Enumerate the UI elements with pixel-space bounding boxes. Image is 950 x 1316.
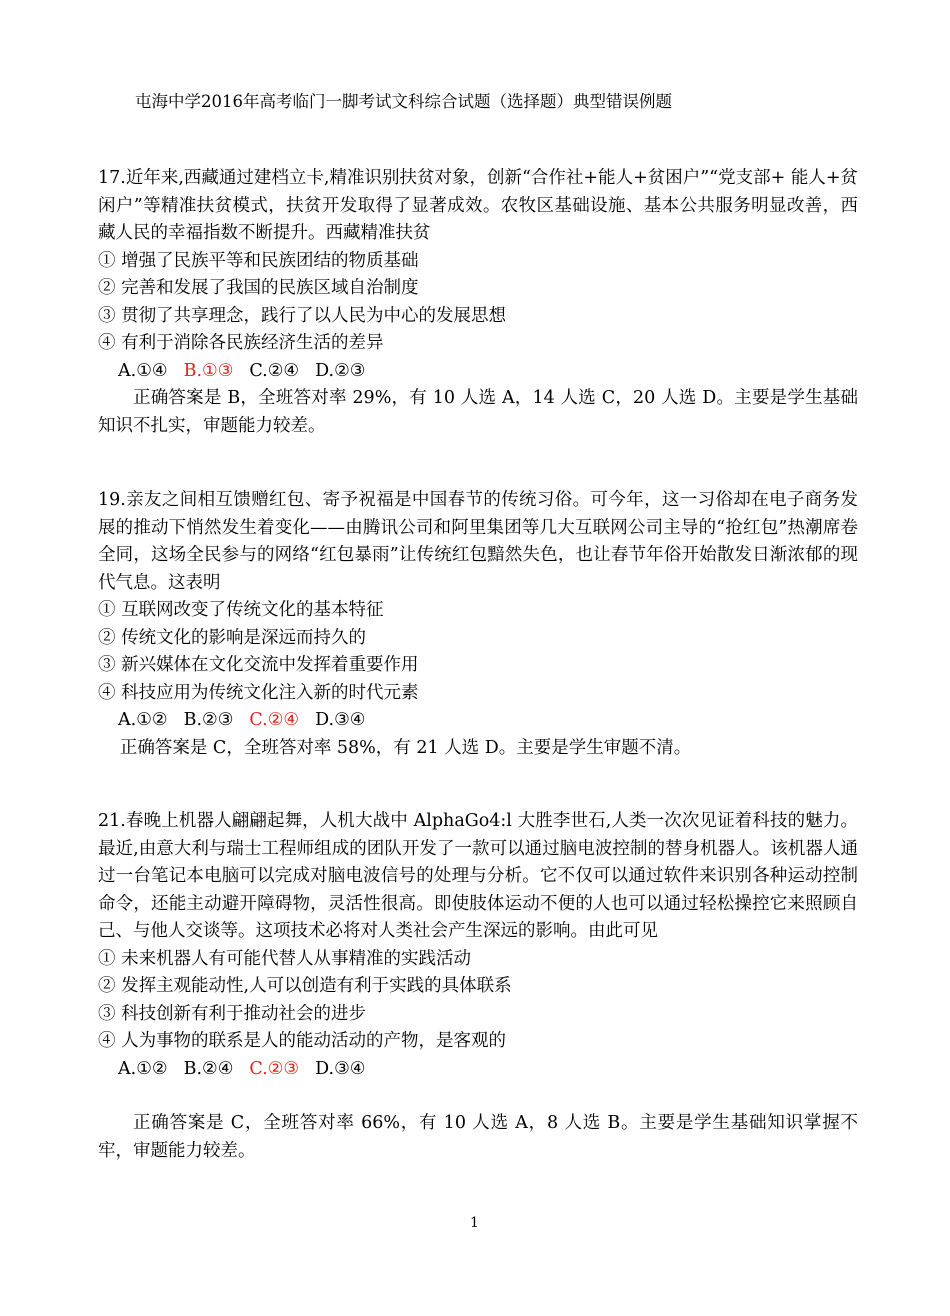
choice-c-correct: C.②④ — [249, 710, 300, 730]
question-stem: 21.春晚上机器人翩翩起舞，人机大战中 AlphaGo4:l 大胜李世石,人类一次次见证着科技的魅力。最近,由意大利与瑞士工程师组成的团队开发了一款可以通过脑电波控制的替身机器人。该机器人通过一台笔记本电脑可以完成对脑电波信号的处理与分析。它不仅可以通过软件来识别各种运动控制命令，还能主动避开障碍物，灵活性很高。即使肢体运动不便的人也可以通过轻松操控它来照顾自己、与他人交谈等。这项技术必将对人类社会产生深远的影响。由此可见 — [98, 811, 858, 941]
question-stem: 19.亲友之间相互馈赠红包、寄予祝福是中国春节的传统习俗。可今年，这一习俗却在电子商务发展的推动下悄然发生着变化——由腾讯公司和阿里集团等几大互联网公司主导的“抢红包”热潮席卷全同，这场全民参与的网络“红包暴雨”让传统红包黯然失色，也让春节年俗开始散发日渐浓郁的现代气息。这表明 — [98, 490, 858, 593]
question-stem: 17.近年来,西藏通过建档立卡,精准识别扶贫对象，创新“合作社+能人+贫困户”“党支部+ 能人+贫闲户”等精准扶贫模式，扶贫开发取得了显著成效。农牧区基础设施、基本公共服务明显改善，西藏人民的幸福指数不断提升。西藏精准扶贫 — [98, 168, 859, 243]
choice-c: C.②④ — [249, 360, 300, 381]
answer-analysis: 正确答案是 C，全班答对率 58%，有 21 人选 D。主要是学生审题不清。 — [119, 737, 692, 758]
option-1: ① 未来机器人有可能代替人从事精准的实践活动 — [98, 948, 472, 969]
option-1: ① 互联网改变了传统文化的基本特征 — [98, 600, 384, 620]
option-2: ② 完善和发展了我国的民族区域自治制度 — [98, 278, 419, 298]
choice-d: D.②③ — [315, 360, 366, 381]
question-21 — [98, 808, 858, 1165]
option-2: ② 发挥主观能动性,人可以创造有利于实践的具体联系 — [98, 976, 512, 996]
choice-d: D.③④ — [315, 1058, 366, 1079]
answer-choices — [98, 1056, 858, 1084]
choice-b: B.②④ — [183, 1058, 234, 1079]
option-4: ④ 有利于消除各民族经济生活的差异 — [98, 333, 384, 353]
question-19 — [98, 487, 858, 762]
answer-choices — [98, 707, 858, 735]
choice-a: A.①② — [118, 1058, 168, 1079]
page-number: 1 — [470, 1215, 479, 1231]
choice-a: A.①② — [118, 710, 168, 730]
option-3: ③ 贯彻了共享理念，践行了以人民为中心的发展思想 — [98, 305, 507, 326]
choice-a: A.①④ — [118, 360, 168, 381]
option-4: ④ 人为事物的联系是人的能动活动的产物，是客观的 — [98, 1031, 507, 1051]
choice-c-correct: C.②③ — [249, 1058, 300, 1079]
answer-analysis: 正确答案是 C，全班答对率 66%，有 10 人选 A，8 人选 B。主要是学生基础知识掌握不牢，审题能力较差。 — [98, 1113, 858, 1161]
answer-choices — [98, 358, 858, 386]
option-3: ③ 新兴媒体在文化交流中发挥着重要作用 — [98, 655, 419, 675]
answer-analysis: 正确答案是 B，全班答对率 29%，有 10 人选 A，14 人选 C，20 人选 D。主要是学生基础知识不扎实，审题能力较差。 — [98, 388, 858, 436]
option-3: ③ 科技创新有利于推动社会的进步 — [98, 1003, 367, 1024]
choice-b: B.②③ — [183, 710, 234, 730]
document-title: 屯海中学2016年高考临门一脚考试文科综合试题（选择题）典型错误例题 — [135, 92, 672, 111]
option-1: ① 增强了民族平等和民族团结的物质基础 — [98, 250, 419, 271]
choice-b-correct: B.①③ — [183, 360, 234, 381]
option-2: ② 传统文化的影响是深远而持久的 — [98, 627, 367, 648]
choice-d: D.③④ — [315, 710, 366, 730]
question-17 — [98, 165, 858, 440]
option-4: ④ 科技应用为传统文化注入新的时代元素 — [98, 682, 419, 703]
